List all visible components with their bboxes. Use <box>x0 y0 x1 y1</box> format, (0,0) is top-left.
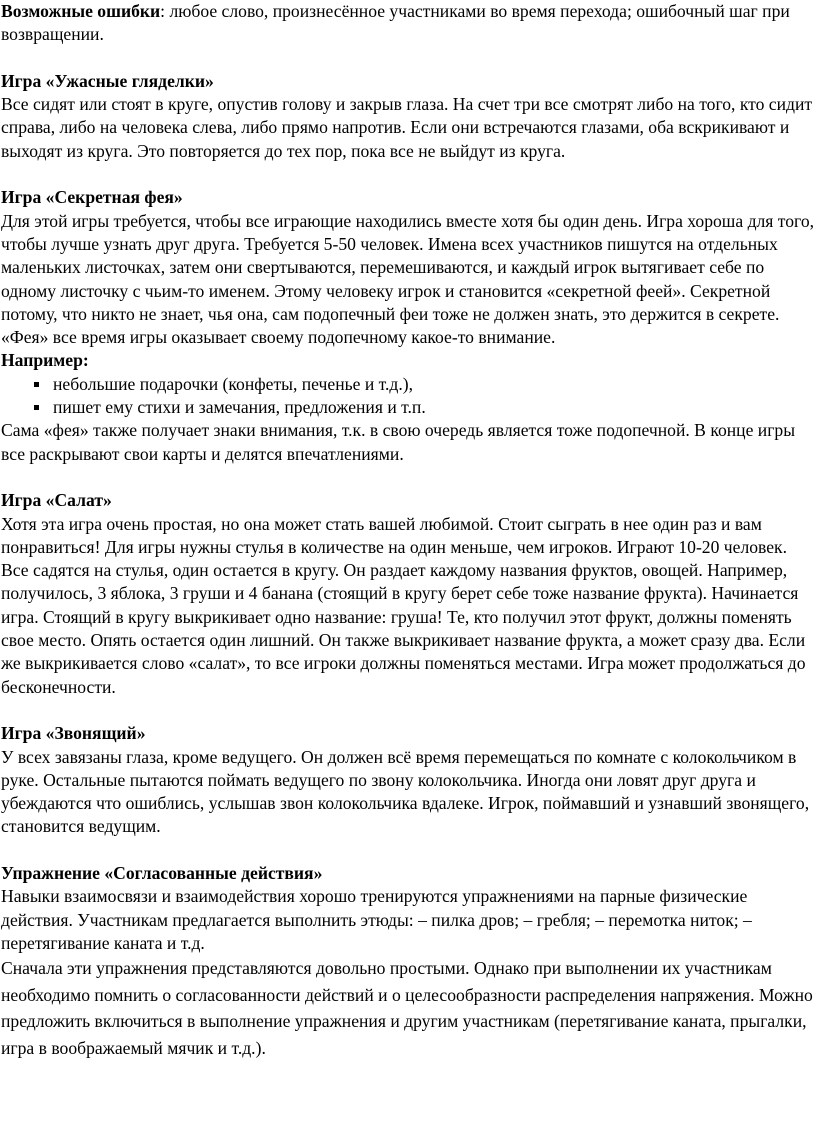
blank-line <box>1 163 816 186</box>
section-text-ringer: У всех завязаны глаза, кроме ведущего. Он должен всё время перемещаться по комнате с колокольчиком в руке. Остальные пытаются поймать ведущего по звону колокольчика. Иногда они ловят друг друга и убеждаются что ошиблись, услышав звон колокольчика вдалеке. Игрок, поймавший и узнавший звонящего, становится ведущим. <box>1 746 810 837</box>
errors-paragraph <box>1 0 816 47</box>
section-heading-coordinated-actions: Упражнение «Согласованные действия» <box>1 862 323 883</box>
section-text-secret-fairy: Для этой игры требуется, чтобы все играющие находились вместе хотя бы один день. Игра хороша для того, чтобы лучше узнать друг друга. Требуется 5-50 человек. Имена всех участников пишутся на отдельных маленьких листочках, затем они свертываются, перемешиваются, и каждый игрок вытягивает себе по одному листочку с чьим-то именем. Этому человеку игрок и становится «секретной феей». Секретной потому, что никто не знает, чья она, сам подопечный феи тоже не должен знать, это держится в секрете. «Фея» все время игры оказывает своему подопечному какое-то внимание. <box>1 210 815 348</box>
section-heading-scary-stares: Игра «Ужасные гляделки» <box>1 70 214 91</box>
section-heading-ringer: Игра «Звонящий» <box>1 723 146 744</box>
section-text-salad: Хотя эта игра очень простая, но она может стать вашей любимой. Стоит сыграть в нее один раз и вам понравиться! Для игры нужны стулья в количестве на один меньше, чем игроков. Играют 10-20 человек. Все садятся на стулья, один остается в кругу. Он раздает каждому названия фруктов, овощей. Например, получилось, 3 яблока, 3 груши и 4 банана (стоящий в кругу берет себе тоже название фрукта). Начинается игра. Стоящий в кругу выкрикивает одно название: груша! Те, кто получил этот фрукт, должны поменять свое место. Опять остается один лишний. Он также выкрикивает название фрукта, а может сразу два. Если же выкрикивается слово «салат», то все игроки должны поменяться местами. Игра может продолжаться до бесконечности. <box>1 513 806 697</box>
list-item <box>1 373 816 396</box>
square-bullet-icon <box>34 405 39 410</box>
example-label: Например: <box>1 350 89 371</box>
section-text-coordinated-actions: Навыки взаимосвязи и взаимодействия хорошо тренируются упражнениями на парные физические действия. Участникам предлагается выполнить этюды: – пилка дров; – гребля; – перемотка ниток; – перетягивание каната и т.д. <box>1 886 752 953</box>
section-text-scary-stares: Все сидят или стоят в круге, опустив голову и закрыв глаза. На счет три все смотрят либо на того, кто сидит справа, либо на человека слева, либо прямо напротив. Если они встречаются глазами, оба вскрикивают и выходят из круга. Это повторяется до тех пор, пока все не выйдут из круга. <box>1 94 813 161</box>
list-item <box>1 396 816 419</box>
blank-line <box>1 47 816 70</box>
example-list <box>1 373 816 420</box>
section-after-secret-fairy: Сама «фея» также получает знаки внимания, т.к. в свою очередь является тоже подопечной. В конце игры все раскрывают свои карты и делятся впечатлениями. <box>1 420 796 464</box>
blank-line <box>1 699 816 722</box>
blank-line <box>1 466 816 489</box>
section-heading-salad: Игра «Салат» <box>1 490 112 511</box>
blank-line <box>1 839 816 862</box>
list-item-text: небольшие подарочки (конфеты, печенье и т.д.), <box>53 373 414 394</box>
section-wide-block <box>1 955 816 1061</box>
errors-text: : любое слово, произнесённое участниками во время перехода; ошибочный шаг при возвращении. <box>1 1 790 45</box>
list-item-text: пишет ему стихи и замечания, предложения и т.п. <box>53 397 426 418</box>
section-heading-secret-fairy: Игра «Секретная фея» <box>1 187 183 208</box>
square-bullet-icon <box>34 382 39 387</box>
errors-label: Возможные ошибки <box>1 1 161 21</box>
section-text2-coordinated-actions: Сначала эти упражнения представляются довольно простыми. Однако при выполнении их участникам необходимо помнить о согласованности действий и о целесообразности распределения напряжения. Можно предложить включиться в выполнение упражнения и другим участникам (перетягивание каната, прыгалки, игра в воображаемый мячик и т.д.). <box>1 958 813 1058</box>
